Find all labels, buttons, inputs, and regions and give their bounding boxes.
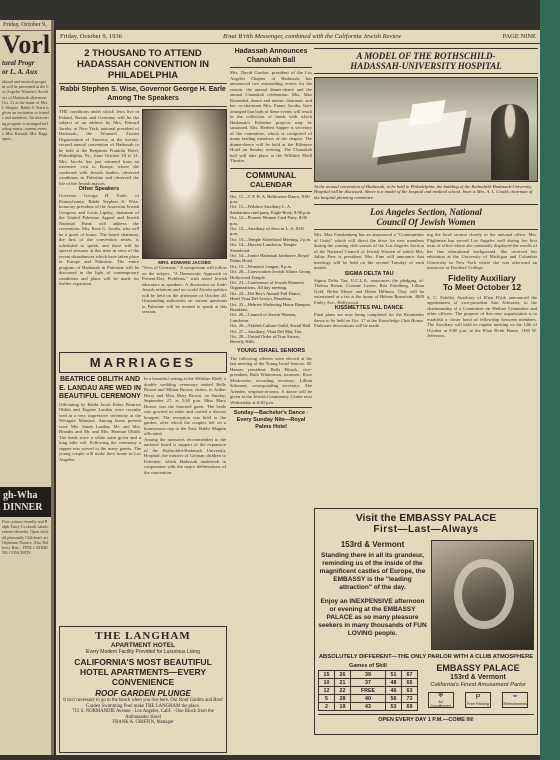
amenity-2 <box>502 692 528 708</box>
marriage-headline: BEATRICE OBLITH AND E. LANDAU ARE WED IN BEAUTIFUL CEREMONY <box>59 376 141 400</box>
calendar-item: Oct. 14—Harvest Luncheon, Temple Sisterhood. <box>230 242 297 253</box>
fidelity-text: S. C. Fidelity Auxiliary of B'nai B'rith announced the appointment of vice-president Ann Schwartz, to the chairmanship of a Committee on Welfare Committee and other officers. The purpose of this new organization is to establish a closer bond of fellowship between members. The Auxiliary will hold its regular meeting on the 12th of October at 8:00 p.m. at the B'nai B'rith Home, 1160 W. Jefferson. <box>427 294 537 339</box>
langham-tagline: Every Modern Facility Provided for Luxurious Living <box>86 649 200 655</box>
marriage-column-1 <box>59 376 141 475</box>
convention-text-3: "Jews of Germany." A symposium will follow on the subject, "A Democratic Approach to Present-Day Problems," with noted Jewish educators as speakers. A discussion on Arab-Jewish relations and on world Zionist politics will be held on the afternoon of October 20. Outstanding authorities on current questions in Palestine will be invited to speak at this session. <box>142 265 227 314</box>
games-cell: 12 <box>319 687 335 695</box>
divider <box>59 106 227 107</box>
chandelier-shape <box>454 559 514 629</box>
langham-subtitle: APARTMENT HOTEL <box>110 642 176 649</box>
games-cell: 19 <box>334 703 350 711</box>
embassy-hours: OPEN EVERY DAY 1 P.M.—COME IN! <box>318 714 534 723</box>
games-cell: 67 <box>402 671 418 679</box>
embassy-palace-ad <box>314 508 538 735</box>
kissmettes-text: Final plans are now being completed for the Kissmettes dance to be held on Oct. 17 at the Knowledge Club House. Elaborate decorations will be made. <box>314 312 424 329</box>
divider <box>59 83 227 84</box>
games-title: Games of Skill <box>349 663 387 669</box>
games-cell: 39 <box>350 671 385 679</box>
convention-headline: 2 THOUSAND TO ATTEND HADASSAH CONVENTION IN PHILADELPHIA <box>77 48 209 81</box>
divider <box>230 407 312 408</box>
convention-body-right <box>142 109 227 315</box>
prev-page-headline: Vorl <box>2 30 51 59</box>
kissmettes-headline: KISSMETTES PAL DANCE <box>334 305 404 312</box>
calendar-item: Oct. 25—Hebrew Sheltering Home Banquet, Breakfast. <box>230 301 311 313</box>
games-cell: 40 <box>350 695 385 703</box>
calendar-item: Oct. 26—Yiddish Culture Guild, Social Hall. <box>230 323 312 329</box>
book-binding <box>540 0 560 760</box>
games-cell: 5 <box>319 695 335 703</box>
council-article <box>314 232 538 339</box>
embassy-amenities <box>422 692 534 708</box>
calendar-item: Oct. 11—Wilshire Auxiliary L. A. Sanitarium card party, Eagle Rock, 8:00 p.m. <box>230 204 312 215</box>
hadassah-convention-article <box>59 48 227 348</box>
games-cell: 37 <box>350 679 385 687</box>
divider <box>230 191 312 192</box>
council-title-2: Council Of Jewish Women <box>376 217 476 228</box>
convention-text-1: THE conditions under which Jews live in Poland, Russia and Germany will be the subject of an address by Mrs. Edward Jacobs, of New York, national president of Hadassah, the Women's Zionist Organization of America, at the twenty-second annual convention of Hadassah to be held at the Benjamin Franklin Hotel, Philadelphia, Pa., from October 18 to 21. Mrs. Jacobs has just returned from an extensive visit to Europe, where she conferred with Jewish leaders, observed conditions in Palestine and observed the life of the Jewish masses. <box>59 109 139 186</box>
marriage-text-3: Among the measures recommended to the national board is support of the expansion of the Rothschild-Hadassah University Hospital, the transfer of German children to Palestine, which Hadassah undertook in cooperation with the major deliberations of the convention. <box>144 436 226 475</box>
prev-page-body-2: Fine cuisine friendly and Ralph Tracy Cocktails salads, entrees desserts. Open daily all pleasantly Children's art Orpheum Theatre. Also Delivery Ren... FINE CATERING CONCERTS <box>2 519 49 556</box>
games-row <box>319 671 418 679</box>
prev-page-dinner-ad: gh-Wha DINNER <box>0 487 51 517</box>
langham-bullet: CALIFORNIA'S MOST BEAUTIFUL HOTEL APARTMENTS—EVERY CONVENIENCE <box>74 657 212 687</box>
portrait-photo <box>142 109 227 259</box>
embassy-enjoy-text: Enjoy an INEXPENSIVE afternoon or evening at the EMBASSY PALACE as so many pleasure seekers in many thousands of FUN LOVING people. <box>318 598 427 637</box>
games-cell: 10 <box>319 679 335 687</box>
calendar-item: Oct. 26—Council of Jewish Women, Luncheon. <box>230 312 297 323</box>
amenity-0 <box>428 692 454 708</box>
convention-body <box>59 109 227 315</box>
hospital-title-1: A MODEL OF THE ROTHSCHILD- <box>356 51 496 61</box>
hospital-model-caption: At the annual convention of Hadassah, to be held in Philadelphia, the building of the Rothschild-Hadassah-University Hospital will be discussed. Above is a model of the hospital and medical school. Inset is Mrs. A. L. Gould, chairman of the hospital planning committee. <box>314 184 533 200</box>
marriage-column-2 <box>144 376 226 475</box>
calendar-list <box>230 194 312 345</box>
chanukah-ball-text: Mrs. David Gordon, president of the Los Angeles Chapter of Hadassah, has announced two outstanding events for the season: the annual dinner-dance and the annual Chanukah celebration. Mrs. Max Rosenthal, dance and menus chairman, and her co-chairmen Mrs. Fanny Jacobs, have arranged that both of these events will result in the collection of funds with which Hadassah's Palestine projects may be sustained. Mrs. Herbert Sapper is secretary of the committee, which is composed of many leading members of the chapter. The dinner-dance will be held at the Biltmore Hotel on Sunday evening. The Chanukah ball will take place at the Wilshire Ebell Theatre. <box>230 70 312 163</box>
embassy-title: Visit the EMBASSY PALACE <box>355 512 497 524</box>
column-1 <box>59 48 227 753</box>
amenity-label: Air Conditioned <box>430 700 451 708</box>
divider <box>314 229 538 230</box>
page-nine <box>56 30 540 755</box>
convention-text-2: Governor George H. Earle, of Pennsylvania; Rabbi Stephen S. Wise, honorary president of the American Jewish Congress and Louis Lipsky, chairman of the United Palestine Appeal and Jewish National Fund, will address the convention. Mrs. Rose G. Jacobs, who will be a guest of honor. The board chairman, the first of the convention series, is scheduled to speak, and there will be special sessions at this time in view of the recent disturbances which have taken place in Europe and Palestine. The entire program of Hadassah in Palestine will be discussed in the light of contemporary conditions and plans will be made for further expansion. <box>59 193 139 286</box>
marriage-text-2: In a beautiful setting at the Wilshire Ebell, a double wedding ceremony united Belle Brown and Milton Brown, sisters, to Arthur Berry and Miss Mary Brown, on Sunday, September 27, at 5:30 p.m. Miss Mary Brown was the honored guest. The bride was gowned in white and carried a shower bouquet. The reception was held in the garden, after which the couples left on a honeymoon trip to the East. Rabbi Magnin officiated. <box>144 376 226 436</box>
hospital-model-heading <box>314 48 538 74</box>
games-cell: 28 <box>334 695 350 703</box>
parking-icon: P <box>475 694 481 701</box>
amenity-1 <box>465 692 491 708</box>
previous-page-edge <box>0 20 54 755</box>
langham-body: It isn't necessary to go to the beach when you live here. Our Roof Garden and Roof Garden Swimming Pool make THE LANGHAM the place. <box>63 698 223 709</box>
langham-title: THE LANGHAM <box>95 630 191 642</box>
games-cell: FREE <box>350 687 385 695</box>
embassy-slogan: First—Last—Always <box>373 524 479 535</box>
games-cell: 26 <box>334 671 350 679</box>
calendar-item: Oct. 28—United Order of True Sisters, Beverly Hills. <box>230 334 301 345</box>
council-left-column <box>314 232 424 339</box>
young-israel-text: The following officers were elected at the last meeting of the Young Israel Seniors: M. Hanser, president; Bella Pilnick, vice-president; Ruth Winterman, treasurer; Rose Moskowitz, recording secretary; Lillian Solomon, corresponding secretary; Abe Arender, sergeant-at-arms. A dance will be given at the Jewish Community Center next Wednesday at 8:30 p.m. <box>230 355 312 405</box>
langham-manager: FRANK A. GRIFFIN, Manager <box>112 720 174 726</box>
photo-caption: MRS. EDWARD JACOBS <box>158 260 211 265</box>
inset-portrait-shape <box>491 104 529 180</box>
games-cell: 43 <box>350 703 385 711</box>
chanukah-ball-headline: Hadassah Announces Chanukah Ball <box>234 48 308 64</box>
calendar-item: Oct. 14—Junior Hadassah Jamboree, Royal Palms Hotel. <box>230 252 309 264</box>
marriage-text-1: Officiating by Rabbi Jacob Kohn, Beatrice Oblith and Eugene Landau were recently wed at a very impressive ceremony at the Westgate Mansion. Among those present were Mrs. Sarah Landau, Mr. and Mrs. Brandis and Mr. and Mrs. Herman Oblith. The bride wore a white satin gown and a long tulle veil. Following the ceremony a supper was served to the many guests. The young couple will make their home in Los Angeles. <box>59 401 141 462</box>
marriages-section <box>59 376 227 475</box>
fidelity-auxiliary-heading <box>427 274 537 293</box>
council-jewish-women-heading <box>314 204 538 227</box>
council-right-column <box>427 232 537 339</box>
masthead-date: Friday, October 9, 1936 <box>60 33 122 40</box>
calendar-item: Oct. 13—Auxiliary of Jews in L. A. 8:00 p.m. <box>230 225 304 237</box>
games-cell: 48 <box>386 679 402 687</box>
council-title-1: Los Angeles Section, National <box>370 207 482 218</box>
langham-ad <box>59 626 227 753</box>
convention-deck: Rabbi Stephen S. Wise, Governor George H. Earle Among The Speakers <box>60 86 226 102</box>
games-cell: 51 <box>386 671 402 679</box>
council-text-1: Mrs. Max Frankenberg has an announced a "Communities of Unity" which will direct the drive for new members during the coming club season of the Los Angeles Section of the National Council of Jewish Women of which Mrs. Julius Fine is president. Mrs. Fine will announce that meetings will be held on the second Tuesday of each month. <box>314 232 424 271</box>
calendar-item: Oct. 20—Convocation Jewish Affairs Group, Hollywood Temple. <box>230 269 312 280</box>
langham-roof: ROOF GARDEN PLUNGE <box>95 689 191 698</box>
games-cell: 53 <box>386 703 402 711</box>
fidelity-title-1: Fidelity Auxiliary <box>448 272 516 283</box>
games-cell: 56 <box>386 695 402 703</box>
calendar-title: CALENDAR <box>249 179 293 189</box>
masthead-page: PAGE NINE <box>502 33 536 40</box>
games-cell: 73 <box>402 695 418 703</box>
prev-page-body: ultural and musical program will be presented at the Los Angeles Women's Auxiliary of Hadassah afternoon Oct. 21 at the home of Mrs. I. Shapiro. Rabbi S. Stern is given an invitation to friends and members. An interesting program is arranged including music, current events. Mrs. Karasik, Mrs. Rappaport... <box>2 79 49 142</box>
young-israel-headline: YOUNG ISRAEL SENIORS <box>236 347 306 354</box>
prev-page-subhead-2: or L. A. Aux <box>2 68 38 76</box>
embassy-info <box>422 663 534 711</box>
amenity-label: Refreshments <box>503 702 528 706</box>
embassy-standing-text: Standing there in all its grandeur, reminding us of the inside of the magnificent castles of Europe, the EMBASSY is the "leading attraction" of the day. <box>319 552 426 591</box>
council-text-2: ing the local section closely to the national office. Mrs. Flightman has served Los Angeles well during her first term of office where she constantly displayed the results of her fine educational background. She received her education at the University of Michigan and Columbia University in New York where she was afterward an instructor at Teachers' College. <box>427 232 537 271</box>
games-cell: 46 <box>386 687 402 695</box>
games-row <box>319 679 418 687</box>
embassy-header <box>318 512 534 536</box>
calendar-item: Oct. 11—T. P. H. A. Halloween Dance, 8:00 p.m. <box>230 193 310 204</box>
calendar-item: Oct. 12—Pioneer Women Card Party, 8:00 p.m. <box>230 215 307 226</box>
games-cell: 15 <box>319 671 335 679</box>
embassy-location: 153rd & Vermont <box>450 674 506 681</box>
embassy-strip: ABSOLUTELY DIFFERENT—THE ONLY PARLOR WITH A CLUB ATMOSPHERE <box>318 654 534 660</box>
refreshment-icon: ☕ <box>510 694 520 701</box>
fidelity-title-2: To Meet October 12 <box>442 282 522 293</box>
embassy-middle <box>318 540 534 650</box>
air-conditioned-icon: ❄ <box>437 692 444 699</box>
sigma-delta-tau-text: Sigma Delta Tau, U.C.L.A. announces the pledging of: Thelma Rosen, Corinne Lerner, Rita Friedberg, Lillian Gold, Helen Meyer and Helen Hillman. They will be entertained at a tea at the home of Helene Brunstein, 4809 Finley Ave., Hollywood. <box>314 277 424 305</box>
convention-body-left <box>59 109 139 315</box>
calendar-item: Oct. 27—Auxiliary, Vista Del Mar, Tea. <box>230 328 302 334</box>
masthead-title: B'nai B'rith Messenger, combined with the California Jewish Review <box>222 33 402 40</box>
games-card <box>318 663 418 711</box>
column-2 <box>230 48 312 753</box>
games-row <box>319 695 418 703</box>
games-row <box>319 703 418 711</box>
embassy-tagline: California's Finest Amusement Parlor <box>430 682 526 688</box>
communal-title: COMMUNAL <box>245 169 297 180</box>
divider <box>230 168 312 169</box>
marriages-banner: MARRIAGES <box>59 352 227 373</box>
games-row <box>319 687 418 695</box>
embassy-photo <box>431 540 534 650</box>
amenity-label: Free Parking <box>467 702 489 706</box>
games-cell: 69 <box>402 703 418 711</box>
calendar-item: Oct. 15—Women's League, 8 p.m. <box>230 263 293 269</box>
embassy-address: 153rd & Vermont <box>340 540 405 549</box>
prev-page-header: Friday, October 9, <box>0 20 51 31</box>
games-cell: 21 <box>334 679 350 687</box>
prev-page-subhead-1: tural Progr <box>2 59 35 67</box>
hospital-model-photo <box>314 77 538 182</box>
games-cell: 63 <box>402 687 418 695</box>
embassy-bottom <box>318 663 534 711</box>
masthead <box>56 30 540 44</box>
calendar-item: Oct. 13—Temple Sisterhood Meeting, 2 p.m. <box>230 236 312 242</box>
embassy-copy <box>318 540 427 650</box>
games-cell: 2 <box>319 703 335 711</box>
games-cell: 65 <box>402 679 418 687</box>
calendar-item: Oct. 21—Conference of Jewish Women's Organizations, All day meeting. <box>230 280 305 291</box>
langham-address: 715 S. NORMANDIE Avenue · Los Angeles, Calif. · One Block from the Ambassador Hotel <box>72 709 214 720</box>
games-grid <box>318 670 418 711</box>
hospital-title-2: HADASSAH-UNIVERSITY HOSPITAL <box>350 61 502 71</box>
calendar-item: Oct. 24—Del Rey's Annual Fall Dance, Hotel Vista Del Arroyo, Pasadena. <box>230 290 302 302</box>
games-cell: 22 <box>334 687 350 695</box>
embassy-name: EMBASSY PALACE <box>436 663 520 673</box>
sigma-delta-tau-headline: SIGMA DELTA TAU <box>344 270 394 277</box>
other-speakers-label: Other Speakers <box>78 186 120 192</box>
young-israel-footer: Sunday—Bachelor's Dance · Every Sunday Nite—Royal Palms Hotel <box>233 410 309 431</box>
divider <box>230 67 312 68</box>
communal-calendar-heading <box>230 168 312 192</box>
